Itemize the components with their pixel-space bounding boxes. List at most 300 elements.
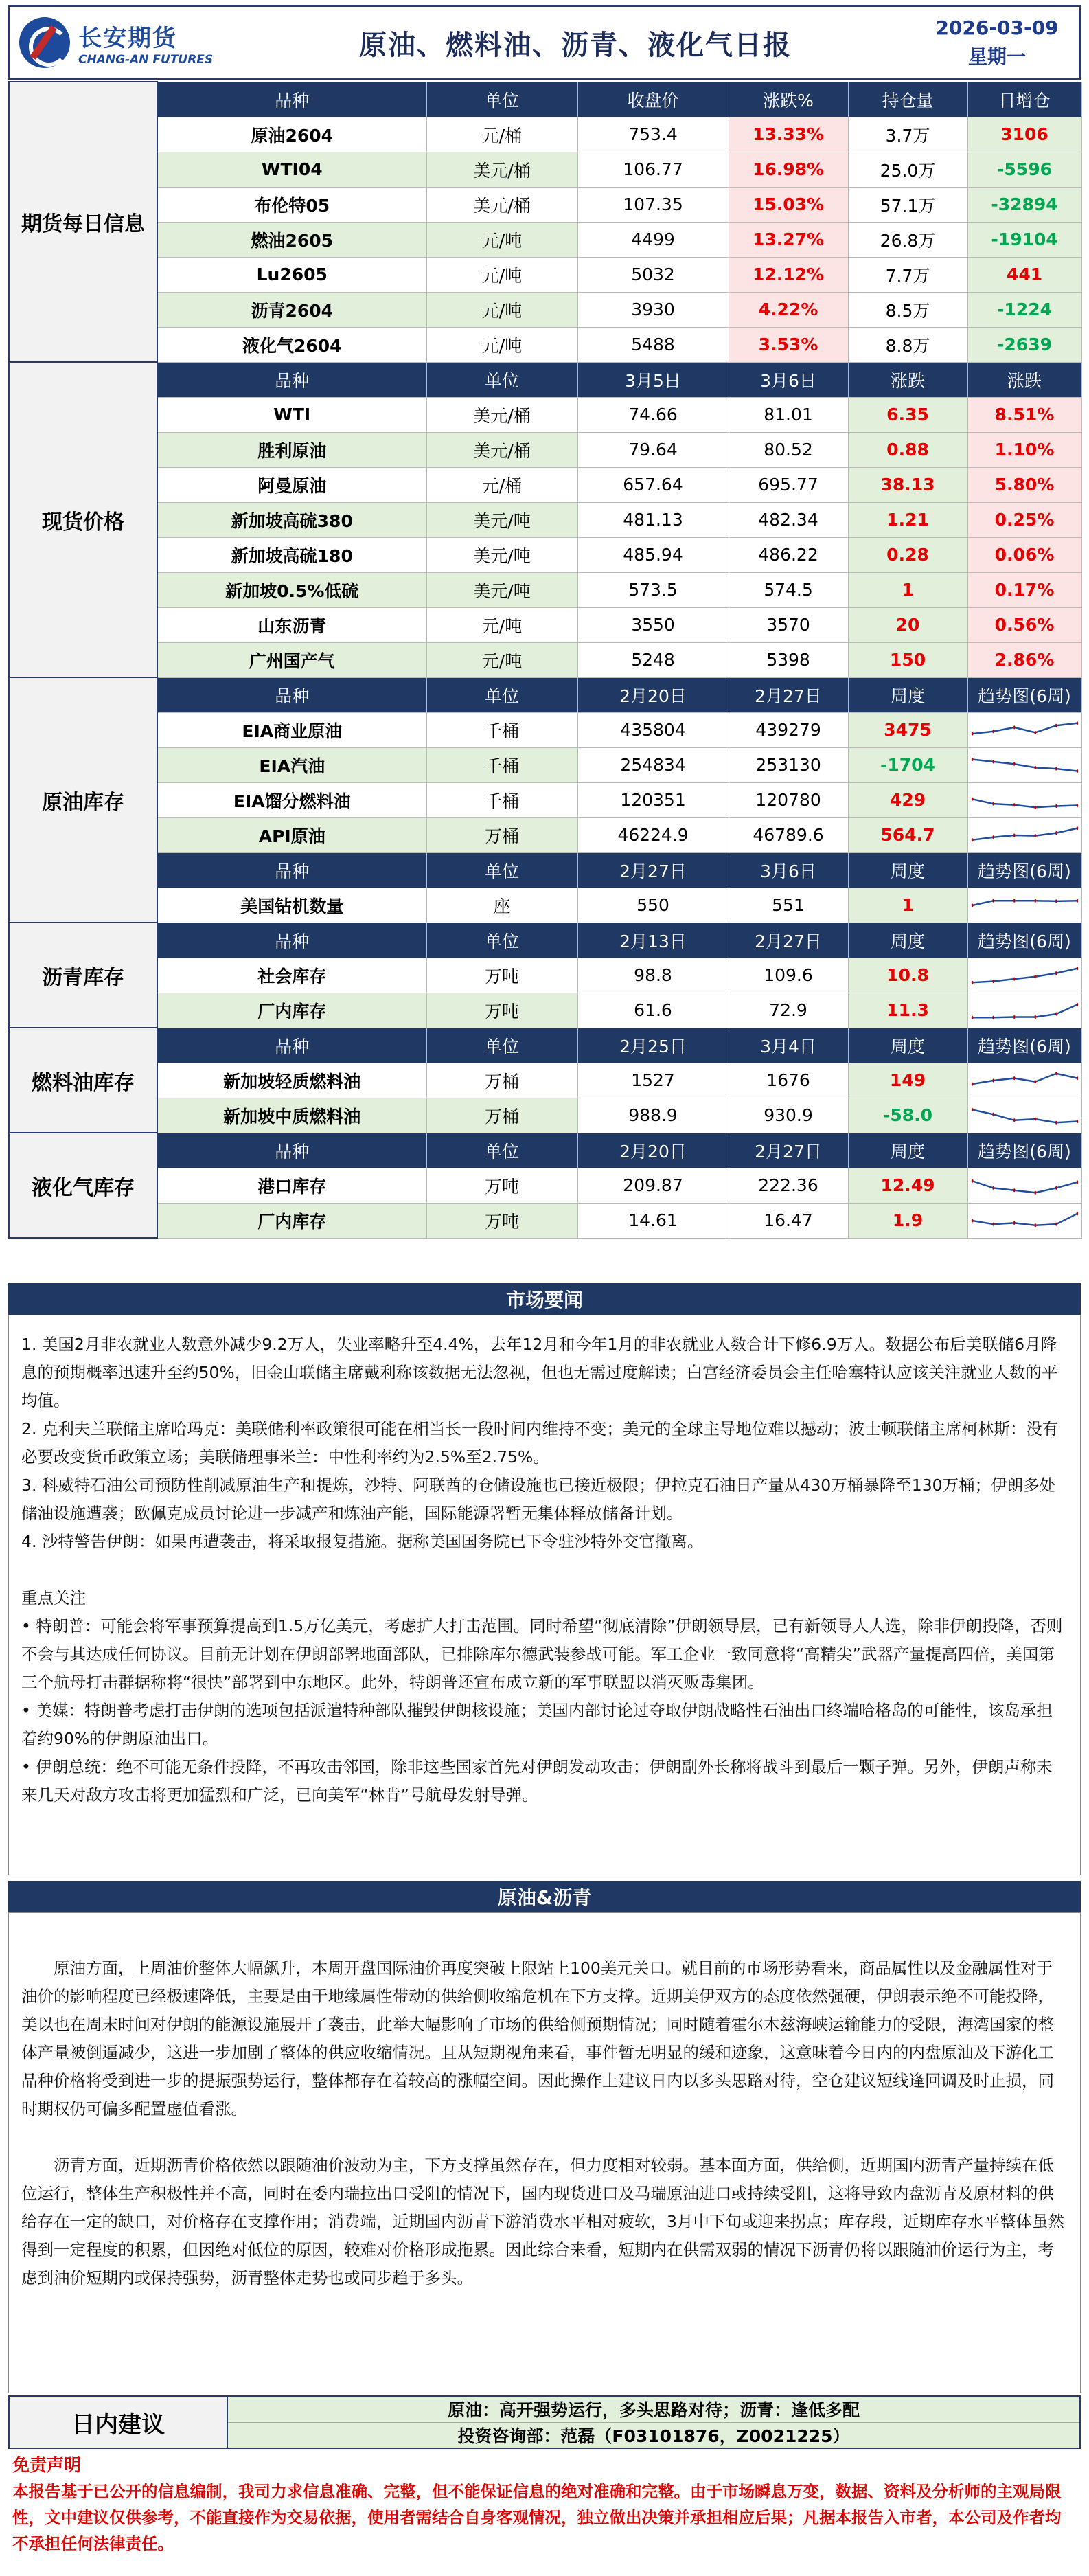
sparkline-point: [1034, 805, 1036, 809]
column-header: 品种: [157, 82, 426, 117]
change-pct: 15.03%: [729, 187, 848, 222]
change-pct: 5.80%: [967, 467, 1081, 502]
table-row: [9, 327, 1081, 362]
weekly-change: 1: [848, 888, 967, 923]
sparkline-point: [1013, 1076, 1015, 1080]
product-name: 港口库存: [157, 1168, 426, 1203]
sparkline-point: [1076, 769, 1078, 773]
price-prev: 485.94: [577, 537, 729, 572]
table-row: [9, 1098, 1081, 1133]
analysis-paragraph: 沥青方面，近期沥青价格依然以跟随油价波动为主，下方支撑虽然存在，但力度相对较弱。基本面方面，供给侧，近期国内沥青产量持续在低位运行，整体生产积极性并不高，同时在委内瑞拉出口受阻的情况下，国内现货进口及马瑞原油进口或持续受阻，这将导致内盘沥青及原材料的供给存在一定的缺口，对价格存在支撑作用；消费端，近期国内沥青下游消费水平相对疲软，3月中下旬或迎来拐点；库存段，近期库存水平整体虽然得到一定程度的积累，但因绝对低位的原因，较难对价格形成拖累。因此综合来看，短期内在供需双弱的情况下沥青仍将以跟随油价运行为主，考虑到油价短期内或保持强势，沥青整体走势也或同步趋于多头。: [21, 2156, 1064, 2287]
table-row: [9, 712, 1081, 747]
table-header-row: [9, 852, 1081, 888]
paragraph-spacer: [21, 2123, 1068, 2151]
table-row: [9, 782, 1081, 817]
sparkline-point: [992, 980, 994, 983]
logo-english-name: CHANG-AN FUTURES: [78, 52, 214, 67]
trend-sparkline-cell: [967, 1168, 1081, 1203]
product-name: 山东沥青: [157, 607, 426, 642]
column-header: 涨跌: [967, 362, 1081, 397]
price-curr: 486.22: [729, 537, 848, 572]
sparkline-point: [1055, 723, 1057, 727]
news-paragraph: 重点关注: [21, 1588, 86, 1607]
price-prev: 573.5: [577, 572, 729, 607]
product-name: 胜利原油: [157, 432, 426, 467]
price-curr: 3570: [729, 607, 848, 642]
table-row: [9, 537, 1081, 572]
column-header: 趋势图(6周): [967, 1028, 1081, 1063]
sparkline-point: [1013, 1015, 1015, 1019]
report-header: [8, 5, 1081, 80]
report-title: 原油、燃料油、沥青、液化气日报: [359, 29, 792, 61]
sparkline-point: [1013, 1221, 1015, 1224]
table-row: [9, 117, 1081, 152]
unit: 美元/吨: [426, 537, 577, 572]
sparkline-point: [1013, 1188, 1015, 1192]
column-header: 品种: [157, 1133, 426, 1168]
product-name: 液化气2604: [157, 327, 426, 362]
column-header: 2月27日: [729, 677, 848, 712]
product-name: 新加坡中质燃料油: [157, 1098, 426, 1133]
sparkline-path: [972, 759, 1077, 771]
sparkline-point: [1034, 975, 1036, 978]
column-header: 2月27日: [729, 1133, 848, 1168]
change-pct: 13.27%: [729, 222, 848, 257]
price-curr: 695.77: [729, 467, 848, 502]
weekly-change: 429: [848, 782, 967, 817]
section-label-asphalt-inventory: 沥青库存: [9, 923, 157, 1028]
table-row: [9, 1203, 1081, 1238]
column-header: 趋势图(6周): [967, 677, 1081, 712]
column-header: 趋势图(6周): [967, 1133, 1081, 1168]
open-interest: 7.7万: [848, 257, 967, 292]
sparkline-point: [992, 1112, 994, 1116]
inventory-prev: 550: [577, 888, 729, 923]
table-header-row: [9, 923, 1081, 958]
unit: 美元/桶: [426, 152, 577, 187]
open-interest: 25.0万: [848, 152, 967, 187]
open-interest: 26.8万: [848, 222, 967, 257]
inventory-curr: 120780: [729, 782, 848, 817]
change-pct: 0.56%: [967, 607, 1081, 642]
close-price: 106.77: [577, 152, 729, 187]
price-prev: 657.64: [577, 467, 729, 502]
product-name: 原油2604: [157, 117, 426, 152]
unit: 座: [426, 888, 577, 923]
column-header: 日增仓: [967, 82, 1081, 117]
product-name: WTI04: [157, 152, 426, 187]
report-date-block: [915, 7, 1079, 78]
unit: 千桶: [426, 782, 577, 817]
news-paragraph: 2. 克利夫兰联储主席哈玛克：美联储利率政策很可能在相当长一段时间内维持不变；美元的全球主导地位难以撼动；波士顿联储主席柯林斯：没有必要改变货币政策立场；美联储理事米兰：中性利率约为2.5%至2.75%。: [21, 1419, 1059, 1467]
trend-sparkline-cell: [967, 1063, 1081, 1098]
sparkline-point: [1076, 826, 1078, 830]
sparkline-point: [992, 730, 994, 733]
table-row: [9, 958, 1081, 993]
daily-advice-row: [8, 2395, 1081, 2449]
analysis-bar: 原油&沥青: [8, 1881, 1081, 1912]
trend-sparkline: [971, 996, 1079, 1025]
analysis-paragraph: 原油方面，上周油价整体大幅飙升，本周开盘国际油价再度突破上限站上100美元关口。就目前的市场形势看来，商品属性以及金融属性对于油价的影响程度已经极速降低，主要是由于地缘属性带动的供给侧收缩危机在下方支撑。近期美伊双方的态度依然强硬，伊朗表示绝不可能投降，美以也在周末时间对伊朗的能源设施展开了袭击，此举大幅影响了市场的供给侧预期情况；同时随着霍尔木兹海峡运输能力的受限，海湾国家的整体产量被倒逼减少，这进一步加剧了整体的供应收缩情况。且从短期视角来看，事件暂无明显的缓和迹象，这意味着今日内的内盘原油及下游化工品种价格将受到进一步的提振强势运行，整体都存在着较高的涨幅空间。因此操作上建议日内以多头思路对待，空仓建议短线逢回调及时止损，同时期权仍可偏多配置虚值看涨。: [21, 1958, 1054, 2119]
product-name: 美国钻机数量: [157, 888, 426, 923]
unit: 万桶: [426, 817, 577, 852]
sparkline-point: [992, 1186, 994, 1189]
trend-sparkline: [971, 1101, 1079, 1130]
trend-sparkline: [971, 1066, 1079, 1095]
column-header: 2月27日: [577, 852, 729, 888]
report-date: 2026-03-09: [935, 16, 1059, 39]
advisor-info: 投资咨询部：范磊（F03101876，Z0021225）: [228, 2422, 1079, 2448]
sparkline-point: [1013, 899, 1015, 902]
product-name: 厂内库存: [157, 993, 426, 1028]
sparkline-point: [971, 1179, 973, 1182]
product-name: 厂内库存: [157, 1203, 426, 1238]
column-header: 品种: [157, 362, 426, 397]
column-header: 周度: [848, 1133, 967, 1168]
trend-sparkline-cell: [967, 817, 1081, 852]
sparkline-point: [1076, 1180, 1078, 1184]
table-header-row: [9, 1133, 1081, 1168]
price-prev: 5248: [577, 642, 729, 677]
sparkline-path: [972, 799, 1077, 807]
unit: 美元/吨: [426, 502, 577, 537]
news-paragraph: • 特朗普：可能会将军事预算提高到1.5万亿美元，考虑扩大打击范围。同时希望“彻底清除”伊朗领导层，已有新领导人人选，除非伊朗投降，否则不会与其达成任何协议。目前无计划在伊朗部署地面部队，已排除库尔德武装参战可能。军工企业一致同意将“高精尖”武器产量提高四倍，美国第三个航母打击群据称将“很快”部署到中东地区。此外，特朗普还宣布成立新的军事联盟以消灭贩毒集团。: [21, 1616, 1063, 1692]
product-name: 新加坡高硫380: [157, 502, 426, 537]
trend-sparkline-cell: [967, 1098, 1081, 1133]
weekly-change: 3475: [848, 712, 967, 747]
sparkline-point: [1076, 721, 1078, 725]
sparkline-point: [1034, 834, 1036, 837]
report-weekday: 星期一: [967, 45, 1026, 68]
sparkline-point: [992, 1078, 994, 1082]
inventory-curr: 253130: [729, 747, 848, 782]
inventory-curr: 16.47: [729, 1203, 848, 1238]
unit: 万桶: [426, 1063, 577, 1098]
column-header: 单位: [426, 923, 577, 958]
section-label-lpg-inventory: 液化气库存: [9, 1133, 157, 1238]
sparkline-point: [1055, 1072, 1057, 1075]
sparkline-point: [971, 758, 973, 761]
change-abs: 20: [848, 607, 967, 642]
inventory-prev: 61.6: [577, 993, 729, 1028]
column-header: 2月20日: [577, 677, 729, 712]
trend-sparkline: [971, 716, 1079, 745]
oi-change: 3106: [967, 117, 1081, 152]
sparkline-point: [1034, 1190, 1036, 1194]
table-row: [9, 1168, 1081, 1203]
product-name: WTI: [157, 397, 426, 432]
section-label-futures: 期货每日信息: [9, 82, 157, 362]
change-pct: 0.25%: [967, 502, 1081, 537]
close-price: 107.35: [577, 187, 729, 222]
table-row: [9, 222, 1081, 257]
table-header-row: [9, 677, 1081, 712]
trend-sparkline-cell: [967, 888, 1081, 923]
sparkline-point: [1055, 1186, 1057, 1189]
column-header: 趋势图(6周): [967, 852, 1081, 888]
table-row: [9, 607, 1081, 642]
news-paragraph: • 美媒：特朗普考虑打击伊朗的选项包括派遣特种部队摧毁伊朗核设施；美国内部讨论过夺取伊朗战略性石油出口终端哈格岛的可能性，该岛承担着约90%的伊朗原油出口。: [21, 1701, 1053, 1748]
unit: 元/桶: [426, 117, 577, 152]
inventory-curr: 72.9: [729, 993, 848, 1028]
sparkline-point: [1076, 1076, 1078, 1080]
column-header: 收盘价: [577, 82, 729, 117]
column-header: 单位: [426, 677, 577, 712]
sparkline-point: [971, 732, 973, 735]
oi-change: 441: [967, 257, 1081, 292]
column-header: 周度: [848, 677, 967, 712]
column-header: 涨跌%: [729, 82, 848, 117]
product-name: Lu2605: [157, 257, 426, 292]
change-abs: 1: [848, 572, 967, 607]
change-pct: 2.86%: [967, 642, 1081, 677]
sparkline-point: [1055, 971, 1057, 975]
unit: 元/吨: [426, 607, 577, 642]
table-row: [9, 152, 1081, 187]
inventory-curr: 222.36: [729, 1168, 848, 1203]
sparkline-point: [1034, 1080, 1036, 1083]
trend-sparkline-cell: [967, 747, 1081, 782]
column-header: 周度: [848, 1028, 967, 1063]
close-price: 3930: [577, 292, 729, 327]
unit: 元/吨: [426, 257, 577, 292]
product-name: 新加坡轻质燃料油: [157, 1063, 426, 1098]
column-header: 单位: [426, 1133, 577, 1168]
section-label-crude-inventory: 原油库存: [9, 677, 157, 923]
product-name: EIA汽油: [157, 747, 426, 782]
weekly-change: -58.0: [848, 1098, 967, 1133]
sparkline-point: [1013, 803, 1015, 806]
sparkline-point: [1034, 899, 1036, 902]
table-row: [9, 502, 1081, 537]
sparkline-point: [971, 1108, 973, 1111]
inventory-curr: 439279: [729, 712, 848, 747]
sparkline-point: [1013, 977, 1015, 980]
disclaimer-title: 免责声明: [12, 2455, 82, 2475]
sparkline-path: [972, 1213, 1077, 1225]
product-name: 沥青2604: [157, 292, 426, 327]
close-price: 5032: [577, 257, 729, 292]
unit: 元/吨: [426, 222, 577, 257]
open-interest: 8.8万: [848, 327, 967, 362]
price-prev: 74.66: [577, 397, 729, 432]
inventory-curr: 930.9: [729, 1098, 848, 1133]
sparkline-point: [1013, 833, 1015, 837]
table-row: [9, 747, 1081, 782]
market-news-bar: 市场要闻: [8, 1283, 1081, 1315]
section-label-fuel-inventory: 燃料油库存: [9, 1028, 157, 1133]
column-header: 2月20日: [577, 1133, 729, 1168]
sparkline-point: [971, 838, 973, 841]
column-header: 品种: [157, 923, 426, 958]
sparkline-point: [1055, 899, 1057, 903]
daily-advice-label: 日内建议: [10, 2397, 228, 2448]
inventory-prev: 988.9: [577, 1098, 729, 1133]
product-name: API原油: [157, 817, 426, 852]
sparkline-point: [1013, 725, 1015, 729]
product-name: 社会库存: [157, 958, 426, 993]
sparkline-point: [992, 835, 994, 839]
sparkline-point: [1013, 1118, 1015, 1122]
column-header: 周度: [848, 923, 967, 958]
inventory-prev: 254834: [577, 747, 729, 782]
inventory-prev: 209.87: [577, 1168, 729, 1203]
column-header: 2月13日: [577, 923, 729, 958]
column-header: 3月4日: [729, 1028, 848, 1063]
column-header: 持仓量: [848, 82, 967, 117]
sparkline-point: [1055, 1120, 1057, 1124]
inventory-curr: 109.6: [729, 958, 848, 993]
sparkline-path: [972, 968, 1077, 982]
table-row: [9, 642, 1081, 677]
sparkline-point: [992, 760, 994, 763]
sparkline-point: [1034, 1015, 1036, 1019]
sparkline-point: [1055, 804, 1057, 808]
sparkline-path: [972, 1004, 1077, 1017]
trend-sparkline: [971, 821, 1079, 850]
weekly-change: 11.3: [848, 993, 967, 1028]
table-row: [9, 187, 1081, 222]
oi-change: -1224: [967, 292, 1081, 327]
price-curr: 5398: [729, 642, 848, 677]
trend-sparkline-cell: [967, 782, 1081, 817]
column-header: 单位: [426, 852, 577, 888]
inventory-prev: 120351: [577, 782, 729, 817]
change-pct: 13.33%: [729, 117, 848, 152]
table-row: [9, 888, 1081, 923]
sparkline-point: [971, 903, 973, 907]
sparkline-point: [992, 1015, 994, 1019]
trend-sparkline: [971, 961, 1079, 990]
product-name: 布伦特05: [157, 187, 426, 222]
change-pct: 4.22%: [729, 292, 848, 327]
inventory-prev: 435804: [577, 712, 729, 747]
price-curr: 80.52: [729, 432, 848, 467]
sparkline-point: [1076, 803, 1078, 806]
product-name: EIA馏分燃料油: [157, 782, 426, 817]
sparkline-point: [1055, 767, 1057, 770]
sparkline-point: [1055, 1012, 1057, 1015]
change-abs: 150: [848, 642, 967, 677]
sparkline-point: [1076, 1120, 1078, 1123]
sparkline-point: [971, 1219, 973, 1222]
inventory-curr: 1676: [729, 1063, 848, 1098]
open-interest: 3.7万: [848, 117, 967, 152]
open-interest: 8.5万: [848, 292, 967, 327]
weekly-change: -1704: [848, 747, 967, 782]
trend-sparkline: [971, 786, 1079, 815]
table-row: [9, 257, 1081, 292]
unit: 元/吨: [426, 642, 577, 677]
daily-advice-text: 原油：高开强势运行，多头思路对待；沥青：逢低多配: [228, 2397, 1079, 2422]
weekly-change: 564.7: [848, 817, 967, 852]
inventory-curr: 46789.6: [729, 817, 848, 852]
sparkline-point: [1034, 1223, 1036, 1227]
sparkline-point: [1076, 967, 1078, 970]
change-pct: 0.17%: [967, 572, 1081, 607]
table-row: [9, 572, 1081, 607]
section-label-spot: 现货价格: [9, 362, 157, 677]
company-logo: [10, 7, 236, 78]
trend-sparkline-cell: [967, 1203, 1081, 1238]
change-abs: 38.13: [848, 467, 967, 502]
sparkline-point: [971, 1015, 973, 1019]
product-name: 广州国产气: [157, 642, 426, 677]
change-pct: 1.10%: [967, 432, 1081, 467]
oi-change: -32894: [967, 187, 1081, 222]
disclaimer: [8, 2452, 1081, 2557]
unit: 万吨: [426, 993, 577, 1028]
unit: 万吨: [426, 958, 577, 993]
unit: 美元/桶: [426, 187, 577, 222]
price-curr: 574.5: [729, 572, 848, 607]
news-paragraph: 1. 美国2月非农就业人数意外减少9.2万人，失业率略升至4.4%，去年12月和今年1月的非农就业人数合计下修6.9万人。数据公布后美联储6月降息的预期概率迅速升至约50%，旧金山联储主席戴利称该数据无法忽视，但也无需过度解读；白宫经济委员会主任哈塞特认应该关注就业人数的平均值。: [21, 1335, 1058, 1410]
close-price: 753.4: [577, 117, 729, 152]
sparkline-point: [992, 1222, 994, 1225]
column-header: 3月5日: [577, 362, 729, 397]
column-header: 2月27日: [729, 923, 848, 958]
price-prev: 3550: [577, 607, 729, 642]
sparkline-point: [1034, 1117, 1036, 1120]
sparkline-point: [1055, 1222, 1057, 1225]
unit: 美元/桶: [426, 432, 577, 467]
market-news-box: [8, 1315, 1081, 1875]
unit: 美元/吨: [426, 572, 577, 607]
product-name: EIA商业原油: [157, 712, 426, 747]
table-header-row: [9, 1028, 1081, 1063]
inventory-prev: 1527: [577, 1063, 729, 1098]
disclaimer-text: 本报告基于已公开的信息编制，我司力求信息准确、完整，但不能保证信息的绝对准确和完整。由于市场瞬息万变，数据、资料及分析师的主观局限性，文中建议仅供参考，不能直接作为交易依据，使用者需结合自身客观情况，独立做出决策并承担相应后果；凡据本报告入市者，本公司及作者均不承担任何法律责任。: [12, 2482, 1062, 2553]
sparkline-path: [972, 901, 1077, 905]
trend-sparkline: [971, 1206, 1079, 1235]
table-row: [9, 397, 1081, 432]
sparkline-point: [1055, 831, 1057, 835]
logo-emblem-icon: [19, 17, 70, 68]
change-pct: 0.06%: [967, 537, 1081, 572]
table-header-row: [9, 362, 1081, 397]
trend-sparkline-cell: [967, 958, 1081, 993]
sparkline-point: [992, 899, 994, 902]
sparkline-point: [971, 1082, 973, 1085]
news-paragraph: 3. 科威特石油公司预防性削减原油生产和提炼，沙特、阿联酋的仓储设施也已接近极限；伊拉克石油日产量从430万桶暴降至130万桶；伊朗多处储油设施遭袭；欧佩克成员讨论进一步减产和炼油产能，国际能源署暂无集体释放储备计划。: [21, 1476, 1056, 1523]
trend-sparkline-cell: [967, 993, 1081, 1028]
weekly-change: 12.49: [848, 1168, 967, 1203]
close-price: 5488: [577, 327, 729, 362]
column-header: 单位: [426, 362, 577, 397]
change-abs: 0.88: [848, 432, 967, 467]
weekly-change: 149: [848, 1063, 967, 1098]
column-header: 品种: [157, 677, 426, 712]
change-abs: 0.28: [848, 537, 967, 572]
sparkline-point: [1076, 1212, 1078, 1215]
sparkline-path: [972, 828, 1077, 839]
product-name: 阿曼原油: [157, 467, 426, 502]
column-header: 品种: [157, 1028, 426, 1063]
news-paragraph: • 伊朗总统：绝不可能无条件投降，不再攻击邻国，除非这些国家首先对伊朗发动攻击；伊朗副外长称将战斗到最后一颗子弹。另外，伊朗声称未来几天对敌方攻击将更加猛烈和广泛，已向美军“林肯”号航母发射导弹。: [21, 1757, 1053, 1805]
table-row: [9, 817, 1081, 852]
change-pct: 12.12%: [729, 257, 848, 292]
change-pct: 3.53%: [729, 327, 848, 362]
unit: 元/吨: [426, 292, 577, 327]
table-row: [9, 467, 1081, 502]
sparkline-point: [1034, 730, 1036, 734]
product-name: 燃油2605: [157, 222, 426, 257]
change-abs: 1.21: [848, 502, 967, 537]
unit: 千桶: [426, 747, 577, 782]
inventory-prev: 46224.9: [577, 817, 729, 852]
price-prev: 79.64: [577, 432, 729, 467]
column-header: 单位: [426, 82, 577, 117]
